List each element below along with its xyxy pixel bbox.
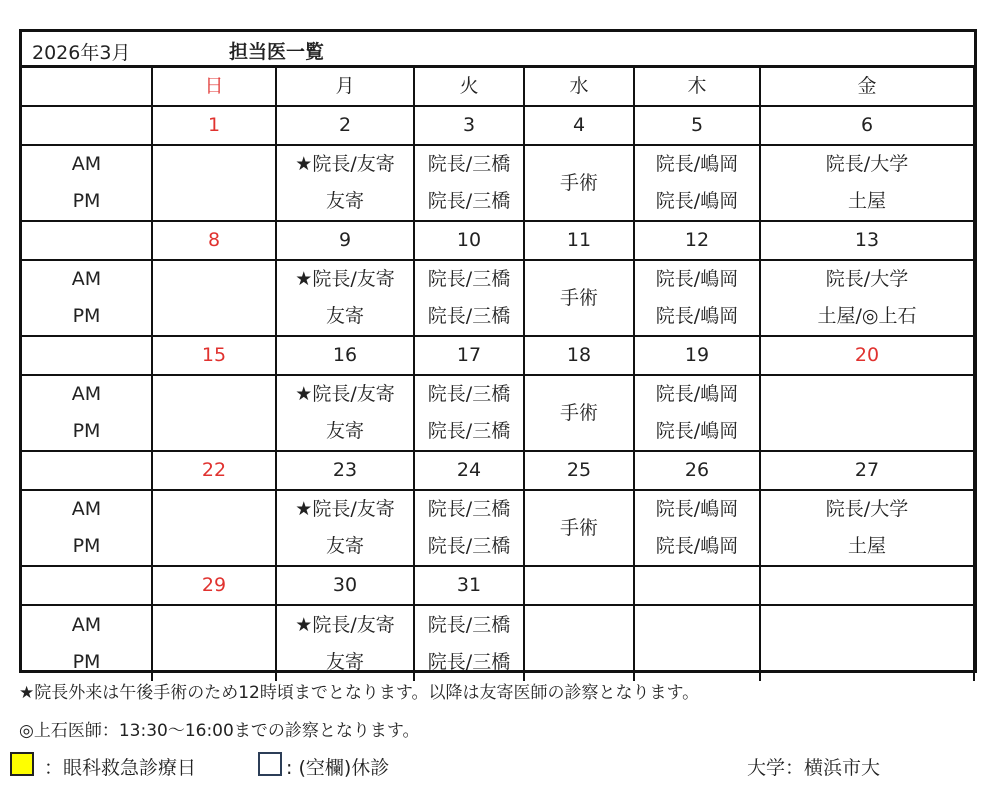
date-tuesday: 24 xyxy=(414,451,524,490)
session-labels xyxy=(22,375,152,451)
schedule-tuesday xyxy=(414,375,524,451)
schedule-sunday xyxy=(152,605,276,681)
schedule-sunday xyxy=(152,375,276,451)
date-thursday: 26 xyxy=(634,451,760,490)
closed-legend-swatch xyxy=(258,752,282,776)
date-monday: 16 xyxy=(276,336,414,375)
date-wednesday: 18 xyxy=(524,336,634,375)
schedule-row xyxy=(22,145,974,221)
date-sunday: 8 xyxy=(152,221,276,260)
date-thursday: 19 xyxy=(634,336,760,375)
date-monday: 23 xyxy=(276,451,414,490)
date-thursday xyxy=(634,566,760,605)
emergency-legend-label: ：眼科救急診療日 xyxy=(44,757,197,779)
date-thursday: 5 xyxy=(634,106,760,145)
session-labels xyxy=(22,260,152,336)
pm-label: PM xyxy=(72,650,101,673)
schedule-monday xyxy=(276,145,414,221)
date-row xyxy=(22,451,974,490)
date-row-blank xyxy=(22,221,152,260)
schedule-sunday xyxy=(152,260,276,336)
date-row xyxy=(22,221,974,260)
schedule-sunday xyxy=(152,145,276,221)
am-doctor: 院長/嶋岡 xyxy=(655,498,739,520)
schedule-friday xyxy=(760,375,974,451)
am-doctor xyxy=(761,607,973,644)
schedule-row xyxy=(22,260,974,336)
date-row-blank xyxy=(22,451,152,490)
pm-label: PM xyxy=(72,420,101,442)
date-wednesday: 11 xyxy=(524,221,634,260)
schedule-sunday xyxy=(152,490,276,566)
schedule-wednesday: 手術 xyxy=(524,490,634,566)
schedule-friday xyxy=(760,260,974,336)
page-title: 担当医一覧 xyxy=(229,41,325,63)
am-doctor: 院長/三橋 xyxy=(427,153,511,175)
schedule-wednesday: 手術 xyxy=(524,145,634,221)
pm-label: PM xyxy=(72,190,101,212)
emergency-legend-swatch xyxy=(10,752,34,776)
schedule-friday xyxy=(760,145,974,221)
date-monday: 30 xyxy=(276,566,414,605)
pm-doctor xyxy=(153,413,275,450)
am-doctor: 院長/三橋 xyxy=(427,383,511,405)
star-note: ★院長外来は午後手術のため12時頃までとなります。以降は友寄医師の診察となります。 xyxy=(19,683,700,703)
pm-doctor xyxy=(153,298,275,335)
am-doctor: ★院長/友寄 xyxy=(295,383,395,405)
schedule-tuesday xyxy=(414,490,524,566)
pm-doctor xyxy=(153,644,275,681)
schedule-monday xyxy=(276,260,414,336)
schedule-body xyxy=(22,68,974,681)
date-sunday: 1 xyxy=(152,106,276,145)
schedule-tuesday xyxy=(414,145,524,221)
date-sunday: 29 xyxy=(152,566,276,605)
date-friday: 13 xyxy=(760,221,974,260)
am-doctor xyxy=(153,491,275,528)
schedule-row xyxy=(22,605,974,681)
am-doctor xyxy=(153,607,275,644)
date-monday: 2 xyxy=(276,106,414,145)
pm-doctor xyxy=(153,183,275,220)
schedule-tuesday xyxy=(414,260,524,336)
am-label: AM xyxy=(71,268,102,290)
double-circle-note: ◎上石医師：13:30～16:00までの診察となります。 xyxy=(19,721,420,741)
date-tuesday: 10 xyxy=(414,221,524,260)
date-row-blank xyxy=(22,106,152,145)
date-friday: 27 xyxy=(760,451,974,490)
weekday-thursday: 木 xyxy=(634,68,760,106)
date-thursday: 12 xyxy=(634,221,760,260)
session-labels xyxy=(22,605,152,681)
am-doctor: 院長/三橋 xyxy=(427,498,511,520)
am-label: AM xyxy=(71,383,102,405)
date-friday xyxy=(760,566,974,605)
calendar-header xyxy=(22,32,974,68)
pm-doctor: 土屋/◎上石 xyxy=(817,305,917,327)
am-doctor: 院長/三橋 xyxy=(427,268,511,290)
date-friday: 6 xyxy=(760,106,974,145)
pm-doctor: 院長/三橋 xyxy=(427,420,511,442)
schedule-thursday xyxy=(634,260,760,336)
pm-doctor: 院長/嶋岡 xyxy=(655,190,739,212)
pm-doctor: 院長/三橋 xyxy=(427,535,511,557)
schedule-wednesday: 手術 xyxy=(524,375,634,451)
am-doctor: 院長/三橋 xyxy=(427,613,511,636)
am-doctor: ★院長/友寄 xyxy=(295,498,395,520)
pm-doctor: 友寄 xyxy=(325,190,364,212)
weekday-header-row xyxy=(22,68,974,106)
weekday-monday: 月 xyxy=(276,68,414,106)
schedule-monday xyxy=(276,375,414,451)
schedule-calendar xyxy=(19,29,977,673)
schedule-friday xyxy=(760,605,974,681)
am-doctor: ★院長/友寄 xyxy=(295,153,395,175)
am-label: AM xyxy=(71,613,102,636)
schedule-wednesday: 手術 xyxy=(524,260,634,336)
pm-doctor: 土屋 xyxy=(847,190,886,212)
weekday-header-blank xyxy=(22,68,152,106)
date-row xyxy=(22,566,974,605)
schedule-thursday xyxy=(634,490,760,566)
am-doctor: ★院長/友寄 xyxy=(295,268,395,290)
am-doctor: 院長/嶋岡 xyxy=(655,383,739,405)
pm-doctor xyxy=(153,528,275,565)
date-wednesday: 4 xyxy=(524,106,634,145)
weekday-wednesday: 水 xyxy=(524,68,634,106)
am-doctor: 院長/嶋岡 xyxy=(655,153,739,175)
schedule-monday xyxy=(276,605,414,681)
weekday-friday: 金 xyxy=(760,68,974,106)
pm-doctor: 友寄 xyxy=(325,420,364,442)
pm-doctor xyxy=(761,413,973,450)
am-doctor: 院長/大学 xyxy=(825,498,909,520)
month-label: 2026年3月 xyxy=(32,42,131,64)
session-labels xyxy=(22,145,152,221)
schedule-tuesday xyxy=(414,605,524,681)
date-row-blank xyxy=(22,566,152,605)
am-doctor xyxy=(153,376,275,413)
am-doctor: 院長/大学 xyxy=(825,268,909,290)
date-row-blank xyxy=(22,336,152,375)
schedule-row xyxy=(22,490,974,566)
am-doctor: 院長/大学 xyxy=(825,153,909,175)
weekday-sunday: 日 xyxy=(152,68,276,106)
pm-doctor: 院長/嶋岡 xyxy=(655,305,739,327)
pm-doctor: 院長/嶋岡 xyxy=(655,535,739,557)
date-tuesday: 3 xyxy=(414,106,524,145)
schedule-table xyxy=(22,68,974,681)
pm-label: PM xyxy=(72,305,101,327)
schedule-row xyxy=(22,375,974,451)
date-row xyxy=(22,336,974,375)
pm-doctor: 友寄 xyxy=(325,305,364,327)
pm-doctor xyxy=(761,644,973,681)
schedule-monday xyxy=(276,490,414,566)
pm-doctor: 友寄 xyxy=(325,535,364,557)
pm-label: PM xyxy=(72,535,101,557)
schedule-thursday xyxy=(634,375,760,451)
pm-doctor: 院長/嶋岡 xyxy=(655,420,739,442)
session-labels xyxy=(22,490,152,566)
date-sunday: 22 xyxy=(152,451,276,490)
date-tuesday: 31 xyxy=(414,566,524,605)
am-doctor: ★院長/友寄 xyxy=(295,613,395,636)
am-doctor xyxy=(153,146,275,183)
pm-doctor: 院長/三橋 xyxy=(427,190,511,212)
pm-doctor xyxy=(635,644,759,681)
pm-doctor: 友寄 xyxy=(325,650,364,673)
university-legend-label: 大学：横浜市大 xyxy=(747,757,881,779)
pm-doctor: 院長/三橋 xyxy=(427,650,511,673)
am-doctor xyxy=(153,261,275,298)
date-wednesday xyxy=(524,566,634,605)
pm-doctor: 土屋 xyxy=(847,535,886,557)
schedule-friday xyxy=(760,490,974,566)
am-label: AM xyxy=(71,153,102,175)
schedule-wednesday xyxy=(524,605,634,681)
date-row xyxy=(22,106,974,145)
weekday-tuesday: 火 xyxy=(414,68,524,106)
am-doctor xyxy=(761,376,973,413)
closed-legend-label: : (空欄)休診 xyxy=(286,757,390,779)
date-wednesday: 25 xyxy=(524,451,634,490)
date-friday: 20 xyxy=(760,336,974,375)
date-tuesday: 17 xyxy=(414,336,524,375)
date-sunday: 15 xyxy=(152,336,276,375)
schedule-thursday xyxy=(634,605,760,681)
am-doctor xyxy=(635,607,759,644)
date-monday: 9 xyxy=(276,221,414,260)
am-label: AM xyxy=(71,498,102,520)
am-doctor: 院長/嶋岡 xyxy=(655,268,739,290)
schedule-thursday xyxy=(634,145,760,221)
pm-doctor: 院長/三橋 xyxy=(427,305,511,327)
